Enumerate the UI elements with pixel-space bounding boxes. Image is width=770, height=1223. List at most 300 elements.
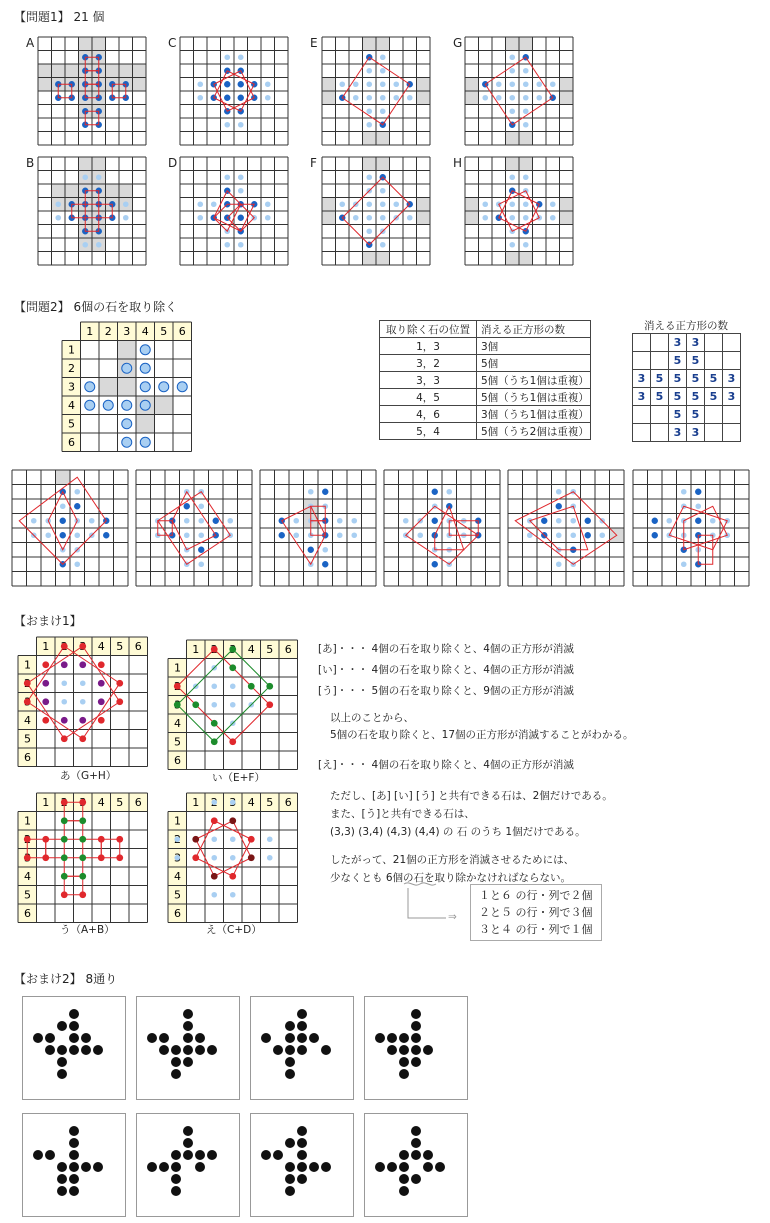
removed-stone bbox=[24, 836, 31, 843]
text-line: ただし、[あ] [い] [う] と共有できる石は、2個だけである。 bbox=[330, 790, 613, 802]
black-stone bbox=[387, 1045, 397, 1055]
black-stone bbox=[285, 1033, 295, 1043]
removed-stone bbox=[61, 799, 68, 806]
black-stone bbox=[285, 1057, 295, 1067]
stone bbox=[337, 518, 343, 524]
shaded-cell bbox=[376, 252, 390, 266]
removed-stone bbox=[211, 817, 218, 824]
black-stone bbox=[261, 1150, 271, 1160]
text-line: したがって、21個の正方形を消滅させるためには、 bbox=[330, 854, 575, 866]
stone-pattern bbox=[250, 1113, 354, 1217]
stone bbox=[652, 532, 658, 538]
shaded-cell bbox=[560, 211, 574, 225]
removed-stone bbox=[79, 717, 86, 724]
stone bbox=[509, 242, 515, 248]
count-cell bbox=[651, 424, 669, 442]
black-stone bbox=[33, 1033, 43, 1043]
removed-stone bbox=[61, 836, 68, 843]
removal-diagram bbox=[260, 470, 376, 580]
column-header: 5 bbox=[116, 640, 124, 653]
shaded-cell bbox=[79, 37, 93, 51]
removed-stone bbox=[79, 854, 86, 861]
black-stone bbox=[423, 1045, 433, 1055]
shaded-cell bbox=[560, 91, 574, 105]
shaded-cell bbox=[417, 198, 431, 212]
black-stone bbox=[273, 1045, 283, 1055]
stone bbox=[585, 532, 591, 538]
stone bbox=[140, 382, 150, 392]
stone bbox=[238, 188, 244, 194]
shaded-cell bbox=[118, 341, 137, 360]
black-stone bbox=[399, 1162, 409, 1172]
row-header: 5 bbox=[68, 417, 75, 431]
black-stone bbox=[285, 1045, 295, 1055]
stone bbox=[211, 836, 217, 842]
shaded-cell bbox=[376, 132, 390, 146]
count-cell: 3 bbox=[687, 334, 705, 352]
shaded-cell bbox=[322, 78, 336, 92]
black-stone bbox=[297, 1021, 307, 1031]
count-cell bbox=[633, 352, 651, 370]
removed-stone bbox=[211, 873, 218, 880]
stone bbox=[366, 174, 372, 180]
black-stone bbox=[285, 1186, 295, 1196]
stone bbox=[238, 95, 244, 101]
table-cell: 5個（うち1個は重複） bbox=[477, 389, 591, 406]
black-stone bbox=[321, 1045, 331, 1055]
count-cell: 5 bbox=[705, 370, 723, 388]
count-cell: 5 bbox=[687, 388, 705, 406]
removed-stone bbox=[192, 701, 199, 708]
stone bbox=[224, 242, 230, 248]
count-cell bbox=[633, 424, 651, 442]
black-stone bbox=[171, 1069, 181, 1079]
removed-stone bbox=[266, 701, 273, 708]
shaded-cell bbox=[519, 252, 533, 266]
omake1-grid bbox=[18, 793, 154, 923]
removed-stone bbox=[79, 836, 86, 843]
count-cell bbox=[723, 424, 741, 442]
stone bbox=[523, 108, 529, 114]
count-cell bbox=[651, 334, 669, 352]
stone bbox=[85, 400, 95, 410]
stone-pattern bbox=[364, 996, 468, 1100]
black-stone bbox=[297, 1174, 307, 1184]
black-stone bbox=[171, 1045, 181, 1055]
stone bbox=[60, 532, 66, 538]
black-stone bbox=[159, 1162, 169, 1172]
column-header: 6 bbox=[134, 796, 142, 809]
stone bbox=[45, 532, 51, 538]
table-cell: 5個（うち2個は重複） bbox=[477, 423, 591, 440]
shaded-cell bbox=[56, 470, 71, 485]
table-cell: 4，5 bbox=[380, 389, 477, 406]
stone bbox=[482, 201, 488, 207]
column-header: 5 bbox=[266, 643, 274, 656]
stone bbox=[230, 855, 236, 861]
removed-stone bbox=[192, 854, 199, 861]
stone bbox=[482, 215, 488, 221]
stone bbox=[197, 215, 203, 221]
black-stone bbox=[171, 1174, 181, 1184]
removed-stone bbox=[42, 698, 49, 705]
black-stone bbox=[195, 1045, 205, 1055]
black-stone bbox=[273, 1150, 283, 1160]
black-stone bbox=[375, 1162, 385, 1172]
count-cell bbox=[723, 406, 741, 424]
row-header: 6 bbox=[174, 907, 181, 920]
stone bbox=[61, 680, 67, 686]
row-header: 2 bbox=[68, 362, 75, 375]
count-cell: 5 bbox=[669, 352, 687, 370]
row-header: 5 bbox=[24, 888, 31, 902]
text-line: また、[う]と共有できる石は、 bbox=[330, 808, 475, 820]
stone bbox=[322, 489, 328, 495]
column-header: 1 bbox=[42, 640, 50, 653]
removed-stone bbox=[174, 701, 181, 708]
removal-diagram bbox=[508, 470, 624, 580]
stone bbox=[211, 201, 217, 207]
shaded-cell bbox=[136, 415, 155, 434]
shaded-cell bbox=[65, 64, 79, 78]
row-header: 4 bbox=[174, 717, 181, 730]
shaded-cell bbox=[363, 157, 377, 171]
removed-stone bbox=[42, 717, 49, 724]
stone bbox=[570, 532, 576, 538]
removed-stone bbox=[211, 738, 218, 745]
black-stone bbox=[411, 1150, 421, 1160]
diagram-G bbox=[465, 37, 581, 147]
stone bbox=[366, 95, 372, 101]
black-stone bbox=[69, 1138, 79, 1148]
black-stone bbox=[69, 1009, 79, 1019]
stone bbox=[509, 215, 515, 221]
shaded-cell bbox=[465, 78, 479, 92]
stone bbox=[556, 532, 562, 538]
removed-stone bbox=[61, 891, 68, 898]
black-stone bbox=[33, 1150, 43, 1160]
count-cell bbox=[723, 334, 741, 352]
diagram-H bbox=[465, 157, 581, 267]
black-stone bbox=[297, 1009, 307, 1019]
stone bbox=[366, 215, 372, 221]
black-stone bbox=[285, 1138, 295, 1148]
table-cell: 3個（うち1個は重複） bbox=[477, 406, 591, 423]
stone bbox=[122, 437, 132, 447]
stone bbox=[31, 518, 37, 524]
stone bbox=[380, 215, 386, 221]
black-stone bbox=[399, 1150, 409, 1160]
note-line: ２と５ の行・列で３個 bbox=[479, 906, 593, 919]
black-stone bbox=[309, 1162, 319, 1172]
stone bbox=[238, 81, 244, 87]
text-line: (3,3) (3,4) (4,3) (4,4) の 石 のうち 1個だけである。 bbox=[330, 826, 586, 838]
black-stone bbox=[285, 1162, 295, 1172]
stone bbox=[509, 95, 515, 101]
stone-pattern bbox=[136, 996, 240, 1100]
stone bbox=[523, 122, 529, 128]
stone bbox=[265, 81, 271, 87]
removal-diagram bbox=[384, 470, 500, 580]
black-stone bbox=[285, 1021, 295, 1031]
stone bbox=[353, 81, 359, 87]
removed-stone bbox=[61, 854, 68, 861]
black-stone bbox=[195, 1150, 205, 1160]
stone bbox=[224, 122, 230, 128]
section3-title: 【おまけ1】 bbox=[14, 614, 82, 628]
stone bbox=[550, 81, 556, 87]
stone bbox=[198, 532, 204, 538]
stone bbox=[695, 503, 701, 509]
table-cell: 4，6 bbox=[380, 406, 477, 423]
stone bbox=[550, 215, 556, 221]
diagram-label: G bbox=[453, 36, 463, 50]
shaded-cell bbox=[376, 157, 390, 171]
black-stone bbox=[309, 1033, 319, 1043]
diagram-label: E bbox=[310, 36, 318, 50]
stone bbox=[556, 561, 562, 567]
omake1-grid bbox=[168, 640, 304, 770]
shaded-cell bbox=[79, 157, 93, 171]
stone bbox=[85, 382, 95, 392]
stone bbox=[366, 81, 372, 87]
row-header: 3 bbox=[68, 380, 75, 394]
count-cell: 3 bbox=[687, 424, 705, 442]
section2-title: 【問題2】 6個の石を取り除く bbox=[14, 300, 178, 314]
removed-stone bbox=[42, 661, 49, 668]
caption-a: あ（G+H） bbox=[60, 770, 117, 782]
stone bbox=[380, 54, 386, 60]
count-cell bbox=[633, 406, 651, 424]
omake1-grid bbox=[18, 637, 154, 767]
shaded-cell bbox=[376, 37, 390, 51]
column-header: 2 bbox=[104, 325, 112, 338]
removed-stone bbox=[229, 738, 236, 745]
count-cell: 5 bbox=[669, 406, 687, 424]
table-cell: 5個（うち1個は重複） bbox=[477, 372, 591, 389]
black-stone bbox=[93, 1045, 103, 1055]
black-stone bbox=[57, 1186, 67, 1196]
black-stone bbox=[207, 1045, 217, 1055]
shaded-cell bbox=[519, 132, 533, 146]
stone bbox=[393, 81, 399, 87]
black-stone bbox=[57, 1069, 67, 1079]
removed-stone bbox=[79, 799, 86, 806]
text-line: [う]・・・ 5個の石を取り除くと、9個の正方形が消滅 bbox=[318, 685, 574, 697]
text-line: [い]・・・ 4個の石を取り除くと、4個の正方形が消滅 bbox=[318, 664, 574, 676]
stone bbox=[366, 201, 372, 207]
stone bbox=[446, 489, 452, 495]
black-stone bbox=[183, 1045, 193, 1055]
black-stone bbox=[321, 1162, 331, 1172]
text-line: [あ]・・・ 4個の石を取り除くと、4個の正方形が消滅 bbox=[318, 643, 574, 655]
removed-stone bbox=[98, 717, 105, 724]
stone-pattern bbox=[364, 1113, 468, 1217]
black-stone bbox=[297, 1033, 307, 1043]
black-stone bbox=[195, 1162, 205, 1172]
table-cell: 5，4 bbox=[380, 423, 477, 440]
row-header: 6 bbox=[68, 436, 75, 449]
black-stone bbox=[195, 1033, 205, 1043]
removed-stone bbox=[248, 836, 255, 843]
stone bbox=[509, 174, 515, 180]
shaded-cell bbox=[38, 78, 52, 92]
stone bbox=[224, 95, 230, 101]
removed-stone bbox=[98, 661, 105, 668]
black-stone bbox=[411, 1021, 421, 1031]
table-cell: 5個 bbox=[477, 355, 591, 372]
stone bbox=[60, 518, 66, 524]
stone bbox=[366, 68, 372, 74]
stone bbox=[393, 201, 399, 207]
caption-e: え（C+D） bbox=[206, 924, 262, 936]
shaded-cell bbox=[417, 78, 431, 92]
removed-stone bbox=[79, 661, 86, 668]
diagram-E bbox=[322, 37, 438, 147]
stone bbox=[556, 489, 562, 495]
black-stone bbox=[387, 1162, 397, 1172]
stone bbox=[227, 518, 233, 524]
removed-stone bbox=[98, 836, 105, 843]
shaded-cell bbox=[106, 184, 120, 198]
shaded-cell bbox=[322, 211, 336, 225]
count-cell: 5 bbox=[669, 388, 687, 406]
count-cell: 5 bbox=[651, 370, 669, 388]
removed-stone bbox=[174, 683, 181, 690]
diagram-label: H bbox=[453, 156, 463, 170]
column-header: 1 bbox=[86, 325, 94, 338]
count-cell: 5 bbox=[687, 352, 705, 370]
count-cell bbox=[705, 406, 723, 424]
black-stone bbox=[399, 1186, 409, 1196]
black-stone bbox=[183, 1150, 193, 1160]
note-box bbox=[470, 884, 602, 941]
stone bbox=[599, 532, 605, 538]
stone bbox=[380, 95, 386, 101]
black-stone bbox=[69, 1162, 79, 1172]
shaded-cell bbox=[322, 198, 336, 212]
removed-stone bbox=[98, 698, 105, 705]
removal-diagram bbox=[633, 470, 749, 580]
stone bbox=[198, 503, 204, 509]
removed-stone bbox=[61, 661, 68, 668]
stone bbox=[230, 702, 236, 708]
shaded-cell bbox=[92, 157, 106, 171]
black-stone bbox=[69, 1126, 79, 1136]
stone bbox=[230, 836, 236, 842]
removal-table bbox=[379, 320, 591, 440]
shaded-cell bbox=[465, 198, 479, 212]
stone bbox=[366, 108, 372, 114]
black-stone bbox=[435, 1162, 445, 1172]
row-header: 5 bbox=[24, 732, 31, 746]
row-header: 4 bbox=[24, 870, 31, 883]
shaded-cell bbox=[106, 64, 120, 78]
stone bbox=[238, 242, 244, 248]
diagram-F bbox=[322, 157, 438, 267]
shaded-cell bbox=[52, 64, 66, 78]
black-stone bbox=[57, 1045, 67, 1055]
stone bbox=[523, 242, 529, 248]
stone bbox=[432, 518, 438, 524]
diagram-C bbox=[180, 37, 296, 147]
stone bbox=[211, 855, 217, 861]
removed-stone bbox=[266, 683, 273, 690]
omake1-grid bbox=[168, 793, 304, 923]
removed-stone bbox=[79, 735, 86, 742]
stone bbox=[122, 363, 132, 373]
stone bbox=[293, 518, 299, 524]
stone bbox=[407, 215, 413, 221]
shaded-cell bbox=[99, 378, 118, 397]
stone bbox=[55, 201, 61, 207]
shaded-cell bbox=[506, 132, 520, 146]
stone bbox=[337, 532, 343, 538]
removed-stone bbox=[79, 891, 86, 898]
stone bbox=[380, 242, 386, 248]
stone bbox=[96, 174, 102, 180]
stone bbox=[238, 174, 244, 180]
count-grid bbox=[632, 333, 741, 442]
stone bbox=[380, 188, 386, 194]
count-cell bbox=[705, 334, 723, 352]
stone bbox=[80, 680, 86, 686]
count-cell: 5 bbox=[687, 370, 705, 388]
black-stone bbox=[69, 1174, 79, 1184]
diagram-label: B bbox=[26, 156, 35, 170]
stone bbox=[80, 699, 86, 705]
stone bbox=[197, 81, 203, 87]
stone bbox=[198, 518, 204, 524]
count-cell: 3 bbox=[669, 334, 687, 352]
row-header: 1 bbox=[174, 661, 181, 675]
shaded-cell bbox=[38, 64, 52, 78]
stone bbox=[585, 518, 591, 524]
stone bbox=[103, 532, 109, 538]
stone bbox=[122, 419, 132, 429]
stone bbox=[403, 518, 409, 524]
stone bbox=[74, 503, 80, 509]
black-stone bbox=[93, 1162, 103, 1172]
text-line: [え]・・・ 4個の石を取り除くと、4個の正方形が消滅 bbox=[318, 759, 574, 771]
removed-stone bbox=[61, 817, 68, 824]
removed-stone bbox=[248, 854, 255, 861]
stone bbox=[224, 174, 230, 180]
row-header: 1 bbox=[24, 658, 31, 672]
black-stone bbox=[45, 1150, 55, 1160]
stone bbox=[393, 95, 399, 101]
stone bbox=[509, 54, 515, 60]
count-grid-title: 消える正方形の数 bbox=[644, 320, 728, 332]
stone bbox=[74, 532, 80, 538]
stone bbox=[681, 489, 687, 495]
black-stone bbox=[411, 1126, 421, 1136]
removed-stone bbox=[229, 664, 236, 671]
black-stone bbox=[297, 1138, 307, 1148]
stone bbox=[174, 855, 180, 861]
diagram-label: A bbox=[26, 36, 35, 50]
stone bbox=[267, 855, 273, 861]
stone bbox=[213, 518, 219, 524]
stone bbox=[509, 81, 515, 87]
shaded-cell bbox=[118, 378, 137, 397]
column-header: 6 bbox=[134, 640, 142, 653]
note-connector bbox=[380, 880, 480, 930]
stone bbox=[230, 892, 236, 898]
black-stone bbox=[69, 1186, 79, 1196]
stone bbox=[432, 561, 438, 567]
column-header: 1 bbox=[192, 796, 200, 809]
